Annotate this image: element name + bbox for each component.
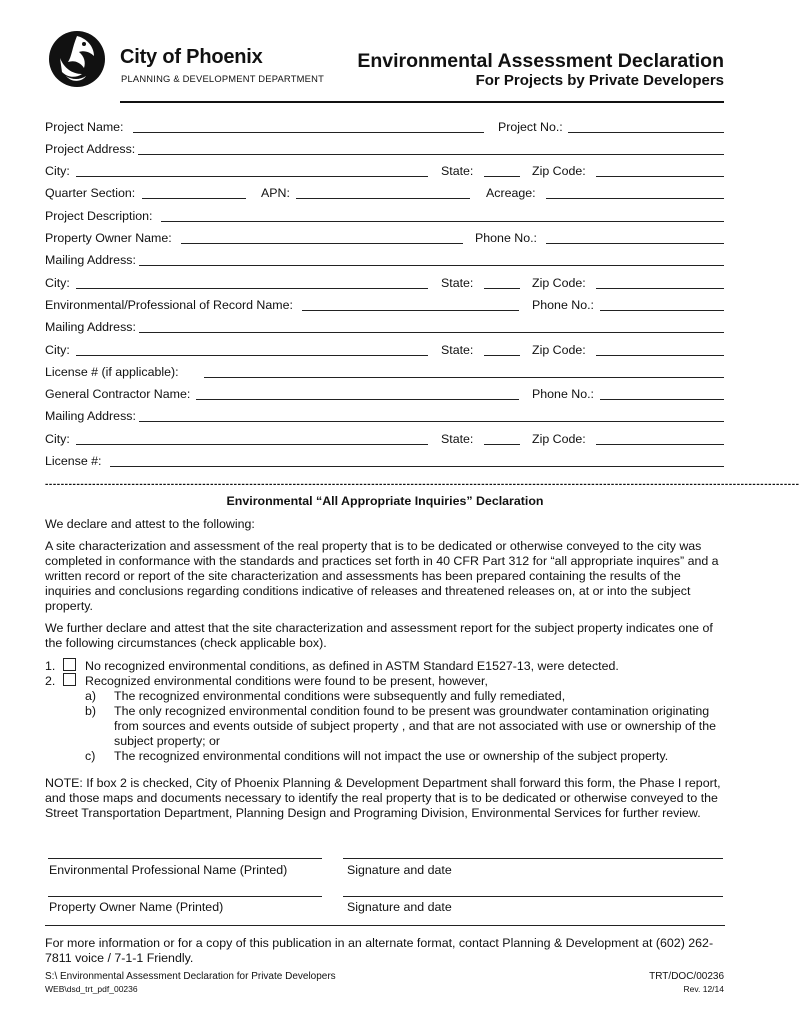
dept-name: PLANNING & DEVELOPMENT DEPARTMENT <box>121 73 324 84</box>
city-field[interactable] <box>76 444 428 445</box>
section-separator: ------------------------------------------------------------------------------------------------------------------------------------------------------------------------------------------------ <box>45 479 800 490</box>
license-applicable-label: License # (if applicable): <box>45 365 179 379</box>
sub-b-label: b) <box>85 704 97 718</box>
org-name: City of Phoenix <box>120 46 263 68</box>
sub-a-label: a) <box>85 689 97 703</box>
env-professional-label: Environmental/Professional of Record Name: <box>45 298 293 312</box>
state-label: State: <box>441 276 474 290</box>
env-prof-name-label: Environmental Professional Name (Printed) <box>49 863 288 877</box>
sub-c-text: The recognized environmental conditions will not impact the use or ownership of the subject property. <box>114 749 669 763</box>
project-no-field[interactable] <box>568 132 724 133</box>
header-rule <box>120 101 724 103</box>
mailing-address-label: Mailing Address: <box>45 409 136 423</box>
state-field[interactable] <box>484 355 520 356</box>
quarter-section-label: Quarter Section: <box>45 186 136 200</box>
state-label: State: <box>441 432 474 446</box>
option-2-checkbox[interactable] <box>63 673 76 686</box>
city-label: City: <box>45 432 70 446</box>
declaration-intro: We declare and attest to the following: <box>45 517 255 531</box>
page-subtitle: For Projects by Private Developers <box>475 72 724 89</box>
footer-doc-number: TRT/DOC/00236 <box>649 971 724 982</box>
city-label: City: <box>45 276 70 290</box>
phone-no-field[interactable] <box>600 310 724 311</box>
city-field[interactable] <box>76 176 428 177</box>
project-description-field[interactable] <box>161 221 724 222</box>
zip-field[interactable] <box>596 288 724 289</box>
project-description-label: Project Description: <box>45 209 153 223</box>
mailing-address-field[interactable] <box>139 332 724 333</box>
phoenix-bird-icon <box>46 28 108 90</box>
footer-web-id: WEB\dsd_trt_pdf_00236 <box>45 984 138 994</box>
project-name-label: Project Name: <box>45 120 124 134</box>
zip-field[interactable] <box>596 355 724 356</box>
state-field[interactable] <box>484 288 520 289</box>
signature-date-label-1: Signature and date <box>347 863 452 877</box>
city-logo <box>46 28 108 90</box>
state-field[interactable] <box>484 444 520 445</box>
quarter-section-field[interactable] <box>142 198 246 199</box>
general-contractor-field[interactable] <box>196 399 519 400</box>
property-owner-field[interactable] <box>181 243 463 244</box>
project-address-label: Project Address: <box>45 142 136 156</box>
zip-field[interactable] <box>596 176 724 177</box>
footer-rule <box>45 925 725 926</box>
project-address-field[interactable] <box>138 154 724 155</box>
phone-no-label: Phone No.: <box>532 387 594 401</box>
zip-label: Zip Code: <box>532 432 586 446</box>
option-1-checkbox[interactable] <box>63 658 76 671</box>
acreage-label: Acreage: <box>486 186 536 200</box>
city-label: City: <box>45 343 70 357</box>
note-paragraph: NOTE: If box 2 is checked, City of Phoenix Planning & Development Department shall forward this form, the Phase I report, and those maps and documents necessary to identify the real property that is to be dedicated or otherwise conveyed to the Street Transportation Department, Planning Design and Programing Division, Environmental Services for further review. <box>45 776 721 820</box>
phone-no-label: Phone No.: <box>532 298 594 312</box>
declaration-paragraph-1: A site characterization and assessment of the real property that is to be dedicated or otherwise conveyed to the city was completed in conformance with the standards and practices set forth in 40 CFR Part 312 for “all appropriate inquires” and a written record or report of the site characterization and assessments has been prepared containing the results of the inquiries and conclusions regarding conditions indicative of releases and threatened releases on, at or into the subject property. <box>45 539 719 613</box>
page-title: Environmental Assessment Declaration <box>357 50 724 72</box>
license-field[interactable] <box>110 466 724 467</box>
phone-field[interactable] <box>546 243 724 244</box>
footer-path: S:\ Environmental Assessment Declaration for Private Developers <box>45 971 336 982</box>
state-label: State: <box>441 164 474 178</box>
state-field[interactable] <box>484 176 520 177</box>
signature-line-2[interactable] <box>343 896 723 897</box>
phone-no-field[interactable] <box>600 399 724 400</box>
zip-label: Zip Code: <box>532 343 586 357</box>
env-prof-name-line[interactable] <box>48 858 322 859</box>
acreage-field[interactable] <box>546 198 724 199</box>
owner-name-label: Property Owner Name (Printed) <box>49 900 224 914</box>
sub-c-label: c) <box>85 749 96 763</box>
zip-label: Zip Code: <box>532 276 586 290</box>
mailing-address-field[interactable] <box>139 421 724 422</box>
mailing-address-label: Mailing Address: <box>45 320 136 334</box>
project-name-field[interactable] <box>133 132 484 133</box>
license-label: License #: <box>45 454 102 468</box>
city-label: City: <box>45 164 70 178</box>
mailing-address-field[interactable] <box>139 265 724 266</box>
project-no-label: Project No.: <box>498 120 563 134</box>
sub-a-text: The recognized environmental conditions were subsequently and fully remediated, <box>114 689 566 703</box>
footer-info: For more information or for a copy of this publication in an alternate format, contact Planning & Development at (602) 262-7811 voice / 7-1-1 Friendly. <box>45 936 714 965</box>
city-field[interactable] <box>76 355 428 356</box>
city-field[interactable] <box>76 288 428 289</box>
sub-b-text: The only recognized environmental condition found to be present was groundwater contamination originating from sources and events outside of subject property , and that are not associated with use or ownership of the subject property; or <box>114 704 716 748</box>
license-applicable-field[interactable] <box>204 377 724 378</box>
declaration-heading: Environmental “All Appropriate Inquiries” Declaration <box>226 494 544 508</box>
declaration-paragraph-2: We further declare and attest that the site characterization and assessment report for the subject property indicates one of the following circumstances (check applicable box). <box>45 621 713 650</box>
state-label: State: <box>441 343 474 357</box>
option-2-text: Recognized environmental conditions were found to be present, however, <box>85 674 488 688</box>
apn-field[interactable] <box>296 198 470 199</box>
property-owner-label: Property Owner Name: <box>45 231 172 245</box>
option-1-text: No recognized environmental conditions, as defined in ASTM Standard E1527-13, were detected. <box>85 659 619 673</box>
footer-revision: Rev. 12/14 <box>683 984 724 994</box>
option-1-number: 1. <box>45 659 56 673</box>
apn-label: APN: <box>261 186 290 200</box>
env-professional-field[interactable] <box>302 310 519 311</box>
option-2-number: 2. <box>45 674 56 688</box>
signature-line-1[interactable] <box>343 858 723 859</box>
zip-field[interactable] <box>596 444 724 445</box>
owner-name-line[interactable] <box>48 896 322 897</box>
zip-label: Zip Code: <box>532 164 586 178</box>
general-contractor-label: General Contractor Name: <box>45 387 191 401</box>
phone-label: Phone No.: <box>475 231 537 245</box>
signature-date-label-2: Signature and date <box>347 900 452 914</box>
mailing-address-label: Mailing Address: <box>45 253 136 267</box>
